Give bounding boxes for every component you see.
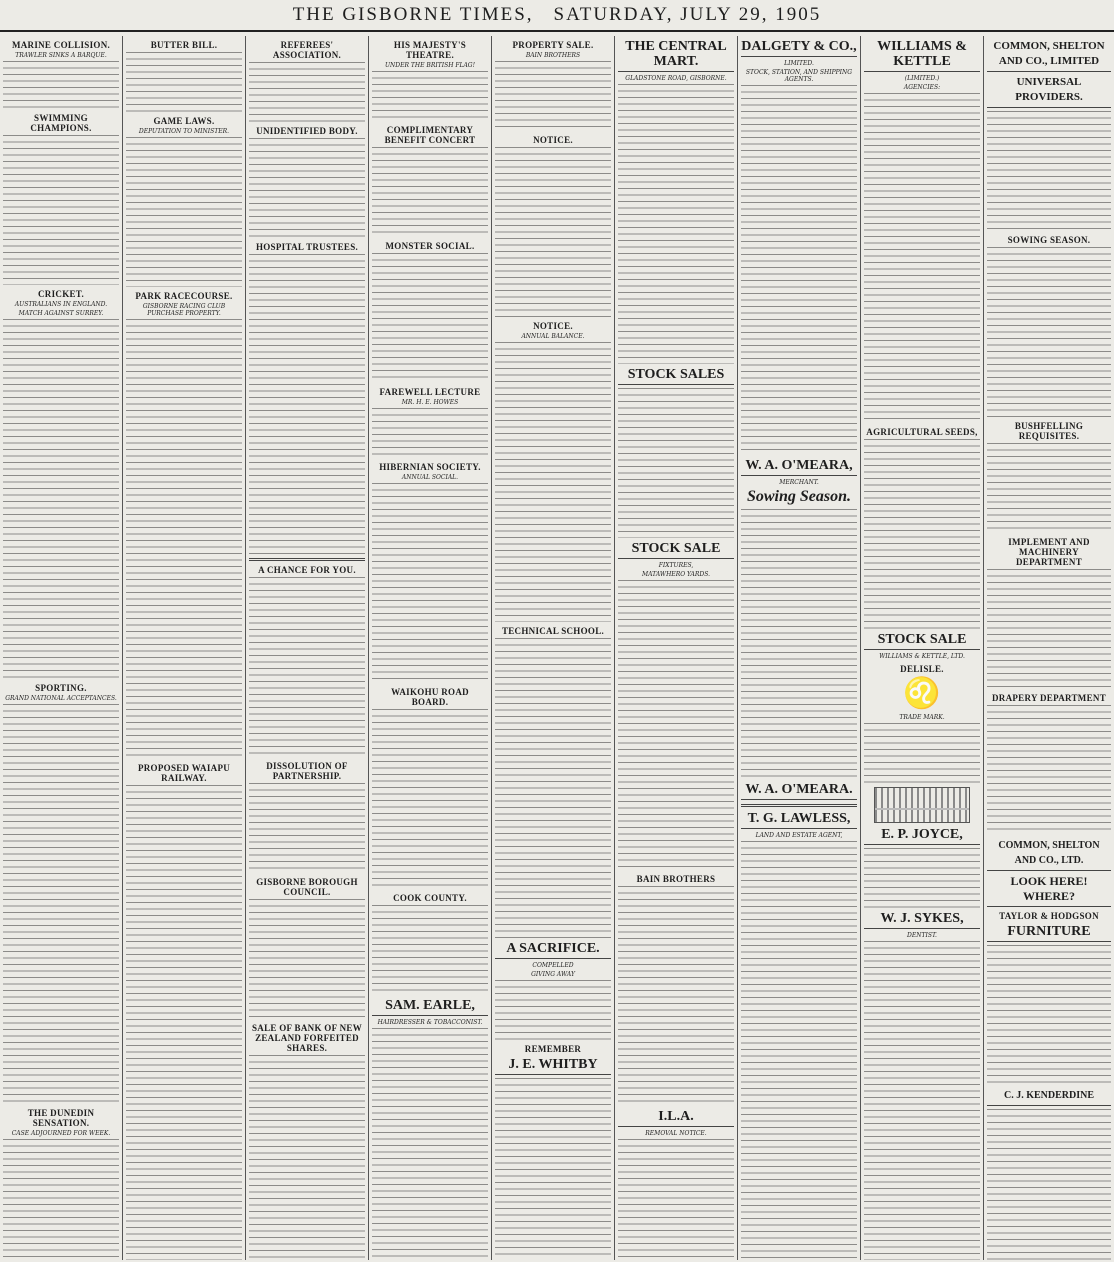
ad-theatre: HIS MAJESTY'S THEATRE. [393,40,467,60]
column-5 [492,36,615,1260]
ad-body [987,945,1111,1085]
subhead-racing-club: GISBORNE RACING CLUB PURCHASE PROPERTY. [142,303,226,317]
ad-body [987,1109,1111,1260]
ad-common-shelton-2: COMMON, SHELTON AND CO., LTD. [987,838,1111,871]
ad-body [495,61,611,131]
ad-property-sale: PROPERTY SALE. [512,40,594,50]
headline-cricket: CRICKET. [38,289,84,299]
column-2 [123,36,246,1260]
notice-2: NOTICE. [533,321,573,331]
article-body [3,61,119,109]
lion-trademark-icon: ♌ [903,676,941,711]
ad-dalgety-agents: STOCK, STATION, AND SHIPPING AGENTS. [745,69,853,83]
notice-dissolution: DISSOLUTION OF PARTNERSHIP. [266,761,348,781]
ad-delisle: DELISLE. [900,664,944,674]
column-6 [615,36,738,1260]
ad-body [741,509,857,779]
ad-bain-brothers: BAIN BROTHERS [525,52,581,59]
column-7 [738,36,861,1260]
notice-body [372,709,488,889]
notice-annual-balance: ANNUAL BALANCE. [521,333,585,340]
headline-marine-collision: MARINE COLLISION. [11,40,111,50]
ad-body [864,723,980,783]
subhead-grand-national: GRAND NATIONAL ACCEPTANCES. [5,695,117,702]
ad-fixtures: FIXTURES, [658,562,694,569]
ad-hairdresser: HAIRDRESSER & TOBACCONIST. [377,1019,483,1026]
ad-trade-mark: TRADE MARK. [899,714,945,721]
columns [0,36,1114,1260]
issue-date: SATURDAY, JULY 29, 1905 [553,4,822,25]
ad-body [741,841,857,1260]
ad-ila: I.L.A. [618,1109,734,1127]
ad-chance-for-you: A CHANCE FOR YOU. [258,565,356,575]
ad-farewell-lecture: FAREWELL LECTURE [379,387,481,397]
headline-referees: REFEREES' ASSOCIATION. [272,40,342,60]
ad-body [618,1139,734,1260]
ad-compelled: COMPELLED [532,962,574,969]
article-body [126,137,242,287]
ad-williams-kettle: WILLIAMS & KETTLE [864,39,980,72]
ad-agricultural-seeds: AGRICULTURAL SEEDS, [866,427,978,437]
headline-hospital-trustees: HOSPITAL TRUSTEES. [255,242,359,252]
ad-merchant: MERCHANT. [779,479,819,486]
ad-dalgety-limited: LIMITED. [784,60,814,67]
ad-body [372,147,488,237]
column-8 [861,36,984,1260]
headline-dunedin: THE DUNEDIN SENSATION. [27,1108,95,1128]
ad-matawhero: MATAWHERO YARDS. [642,571,710,578]
ad-bushfelling: BUSHFELLING REQUISITES. [1014,421,1084,441]
article-body [126,785,242,1260]
ad-body [864,439,980,629]
article-body [249,138,365,238]
headline-game-laws: GAME LAWS. [153,116,215,126]
ad-sacrifice: A SACRIFICE. [495,941,611,959]
ad-dentist: DENTIST. [907,932,937,939]
ad-body [495,980,611,1040]
divider [741,804,857,807]
subhead-surrey: MATCH AGAINST SURREY. [18,310,104,317]
ad-stock-sale-wk: STOCK SALE [864,632,980,650]
subhead-australians: AUSTRALIANS IN ENGLAND. [14,301,108,308]
notice-body [495,147,611,317]
notice-borough-council: GISBORNE BOROUGH COUNCIL. [256,877,358,897]
column-4 [369,36,492,1260]
ad-body [618,580,734,870]
notice-body [249,1055,365,1260]
ad-furniture: FURNITURE [987,924,1111,942]
notice-1: NOTICE. [533,135,573,145]
article-body [3,1139,119,1260]
paper-title: THE GISBORNE TIMES, [292,4,534,25]
article-body [3,135,119,285]
ad-body [987,569,1111,689]
ad-lecturer: MR. H. E. HOWES [401,399,459,406]
article-body [249,62,365,122]
column-3 [246,36,369,1260]
ad-body [618,886,734,1106]
notice-bnz-shares: SALE OF BANK OF NEW ZEALAND FORFEITED SHARES. [251,1023,363,1053]
ad-body [618,84,734,364]
ad-body [372,253,488,383]
ad-body [987,111,1111,231]
ad-universal-providers: UNIVERSAL PROVIDERS. [987,75,1111,108]
ad-wk-ltd: WILLIAMS & KETTLE, LTD. [879,653,965,660]
ad-drapery-dept: DRAPERY DEPARTMENT [991,693,1106,703]
headline-park-racecourse: PARK RACECOURSE. [135,291,233,301]
ad-body [249,577,365,757]
ad-body [372,71,488,121]
ad-body [495,1078,611,1260]
ad-sowing-season-cs: SOWING SEASON. [1007,235,1091,245]
divider [249,558,365,561]
headline-swimming: SWIMMING CHAMPIONS. [30,113,92,133]
ad-body [864,848,980,908]
ad-agencies: AGENCIES: [903,84,941,91]
ad-body [372,483,488,683]
notice-body [249,783,365,873]
ad-sam-earle: SAM. EARLE, [372,998,488,1016]
ad-omeara-2: W. A. O'MEARA. [741,782,857,800]
ad-benefit-concert: COMPLIMENTARY BENEFIT CONCERT [384,125,476,145]
ad-body [987,705,1111,835]
ad-annual-social: ANNUAL SOCIAL. [401,474,459,481]
headline-unidentified-body: UNIDENTIFIED BODY. [256,126,358,136]
ad-body [987,443,1111,533]
ad-land-agent: LAND AND ESTATE AGENT, [755,832,843,839]
article-body [249,254,365,554]
notice-body [249,899,365,1019]
article-body [126,319,242,759]
article-body [3,319,119,679]
subhead-dunedin: CASE ADJOURNED FOR WEEK. [11,1130,111,1137]
article-body [3,704,119,1104]
ad-wk-limited: (LIMITED.) [904,75,940,82]
ad-sykes: W. J. SYKES, [864,911,980,929]
ad-body [372,1028,488,1260]
ad-body [864,93,980,423]
notice-technical-school: TECHNICAL SCHOOL. [501,626,605,636]
ad-giving-away: GIVING AWAY [531,971,575,978]
notice-body [495,342,611,622]
ad-body [864,941,980,1260]
notice-body [372,905,488,995]
ad-body [741,85,857,455]
ad-monster-social: MONSTER SOCIAL. [385,241,475,251]
ad-look-here: LOOK HERE! WHERE? [987,874,1111,907]
ad-stock-sales: STOCK SALES [618,367,734,385]
ad-body [372,408,488,458]
ad-taylor-hodgson: TAYLOR & HODGSON [999,911,1099,921]
masthead [0,0,1114,32]
ad-whitby: J. E. WHITBY [495,1057,611,1075]
ad-sowing-season: Sowing Season. [746,488,852,505]
ad-stock-sale: STOCK SALE [618,541,734,559]
ad-bain-brothers-2: BAIN BROTHERS [636,874,716,884]
article-body [126,52,242,112]
headline-sporting: SPORTING. [35,683,87,693]
ad-hibernian: HIBERNIAN SOCIETY. [379,462,481,472]
ad-common-shelton: COMMON, SHELTON AND CO., LIMITED [987,39,1111,72]
headline-butter-bill: BUTTER BILL. [150,40,218,50]
ad-implement-dept: IMPLEMENT AND MACHINERY DEPARTMENT [1008,537,1090,567]
ad-british-flag: UNDER THE BRITISH FLAG! [384,62,476,69]
ad-kenderdine: C. J. KENDERDINE [987,1088,1111,1106]
building-illustration [874,787,970,823]
headline-waiapu-railway: PROPOSED WAIAPU RAILWAY. [137,763,231,783]
ad-joyce: E. P. JOYCE, [864,827,980,845]
column-9 [984,36,1114,1260]
ad-central-mart: THE CENTRAL MART. [618,39,734,72]
notice-body [495,638,611,938]
subhead-deputation: DEPUTATION TO MINISTER. [138,128,230,135]
ad-remember: REMEMBER [524,1044,582,1054]
ad-body [618,388,734,538]
notice-waikohu-road: WAIKOHU ROAD BOARD. [391,687,469,707]
ad-dalgety: DALGETY & CO., [741,39,857,57]
ad-central-mart-address: GLADSTONE ROAD, GISBORNE. [625,75,727,82]
subhead-trawler: TRAWLER SINKS A BARQUE. [15,52,107,59]
ad-lawless: T. G. LAWLESS, [741,811,857,829]
column-1 [0,36,123,1260]
ad-body [987,247,1111,417]
ad-removal-notice: REMOVAL NOTICE. [645,1130,707,1137]
notice-cook-county: COOK COUNTY. [393,893,467,903]
ad-omeara: W. A. O'MEARA, [741,458,857,476]
